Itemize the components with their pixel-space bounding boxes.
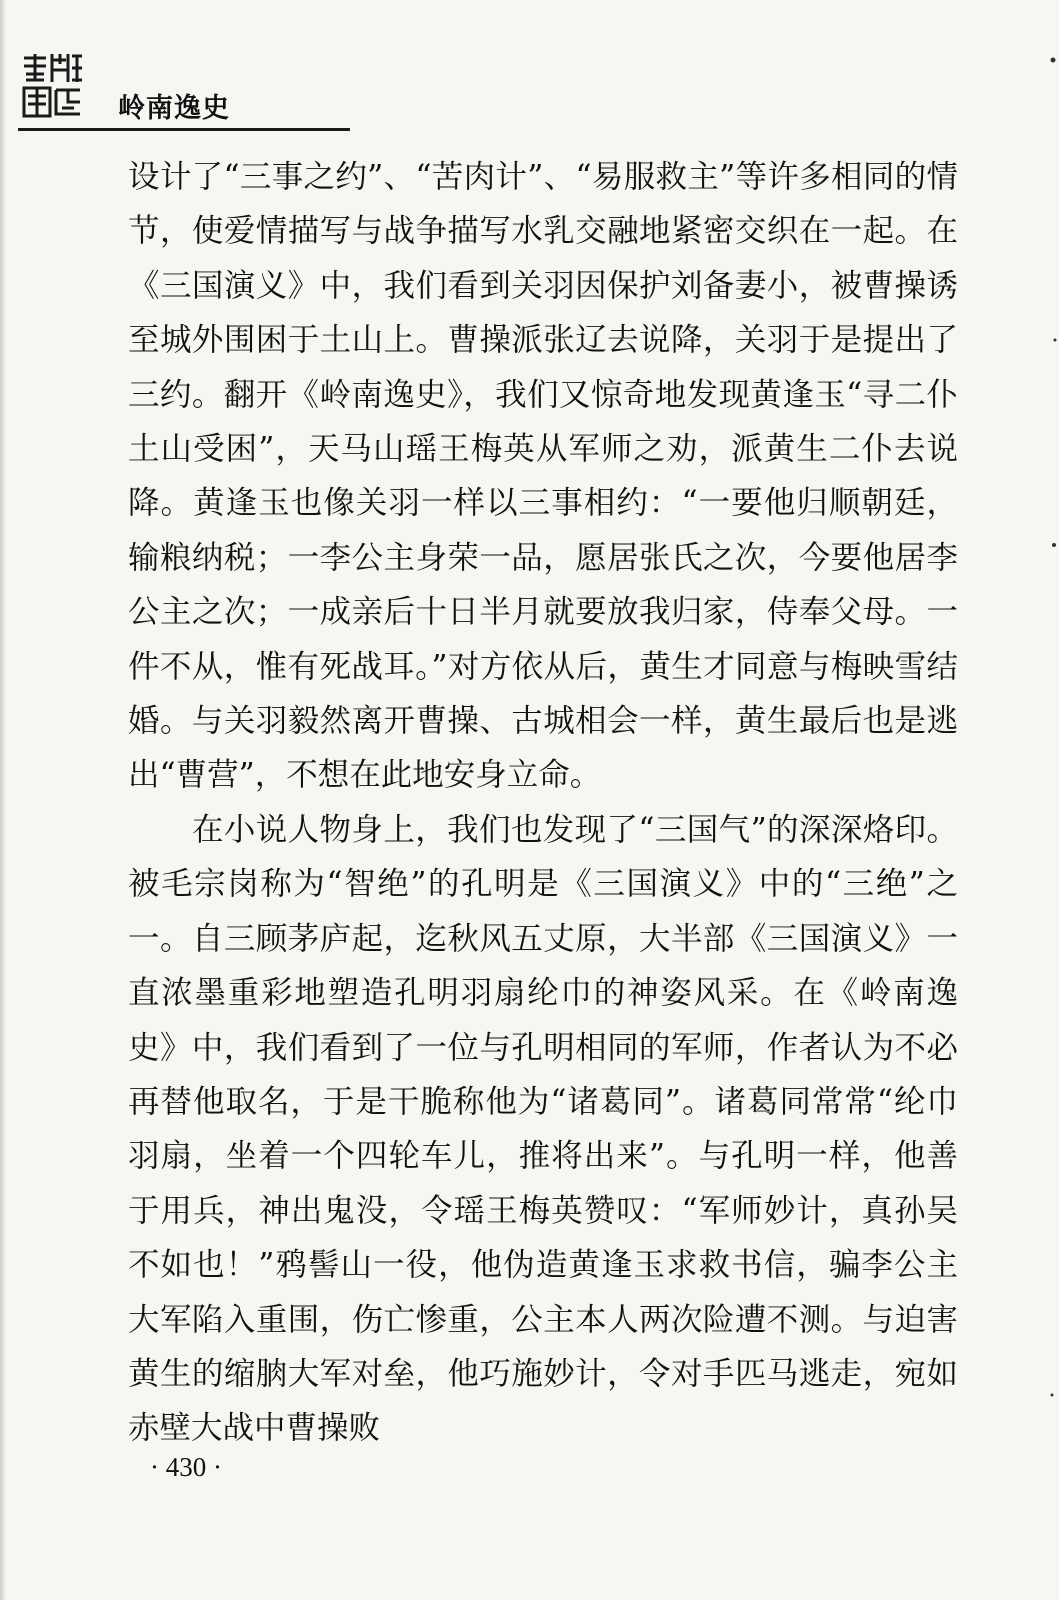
page-edge-shadow xyxy=(0,0,6,1600)
page-number: · 430 · xyxy=(150,1452,222,1482)
paragraph-continued: 设计了“三事之约”、“苦肉计”、“易服救主”等许多相同的情节，使爱情描写与战争描写水乳交融地紧密交织在一起。在《三国演义》中，我们看到关羽因保护刘备妻小，被曹操诱至城外围困于土山上。曹操派张辽去说降，关羽于是提出了三约。翻开《岭南逸史》，我们又惊奇地发现黄逢玉“寻二仆土山受困”，天马山瑶王梅英从军师之劝，派黄生二仆去说降。黄逢玉也像关羽一样以三事相约：“一要他归顺朝廷，输粮纳税；一李公主身荣一品，愿居张氏之次，今要他居李公主之次；一成亲后十日半月就要放我归家，侍奉父母。一件不从，惟有死战耳。”对方依从后，黄生才同意与梅映雪结婚。与关羽毅然离开曹操、古城相会一样，黄生最后也是逃出“曹营”，不想在此地安身立命。 xyxy=(128,159,958,794)
body-text xyxy=(128,150,958,1456)
running-title: 岭南逸史 xyxy=(118,93,230,124)
paragraph-new: 在小说人物身上，我们也发现了“三国气”的深深烙印。被毛宗岗称为“智绝”的孔明是《三国演义》中的“三绝”之一。自三顾茅庐起，迄秋风五丈原，大半部《三国演义》一直浓墨重彩地塑造孔明羽扇纶巾的神姿风采。在《岭南逸史》中，我们看到了一位与孔明相同的军师，作者认为不必再替他取名，于是干脆称他为“诸葛同”。诸葛同常常“纶巾羽扇，坐着一个四轮车儿，推将出来”。与孔明一样，他善于用兵，神出鬼没，令瑶王梅英赞叹：“军师妙计，真孙吴不如也！”鸦髻山一役，他伪造黄逢玉求救书信，骗李公主大军陷入重围，伤亡惨重，公主本人两次险遭不测。与迫害黄生的缩朒大军对垒，他巧施妙计，令对手匹马逃走，宛如赤壁大战中曹操败 xyxy=(128,811,958,1447)
scan-specks xyxy=(1039,0,1059,1600)
header-rule xyxy=(18,128,350,131)
seal-logo xyxy=(20,50,86,120)
